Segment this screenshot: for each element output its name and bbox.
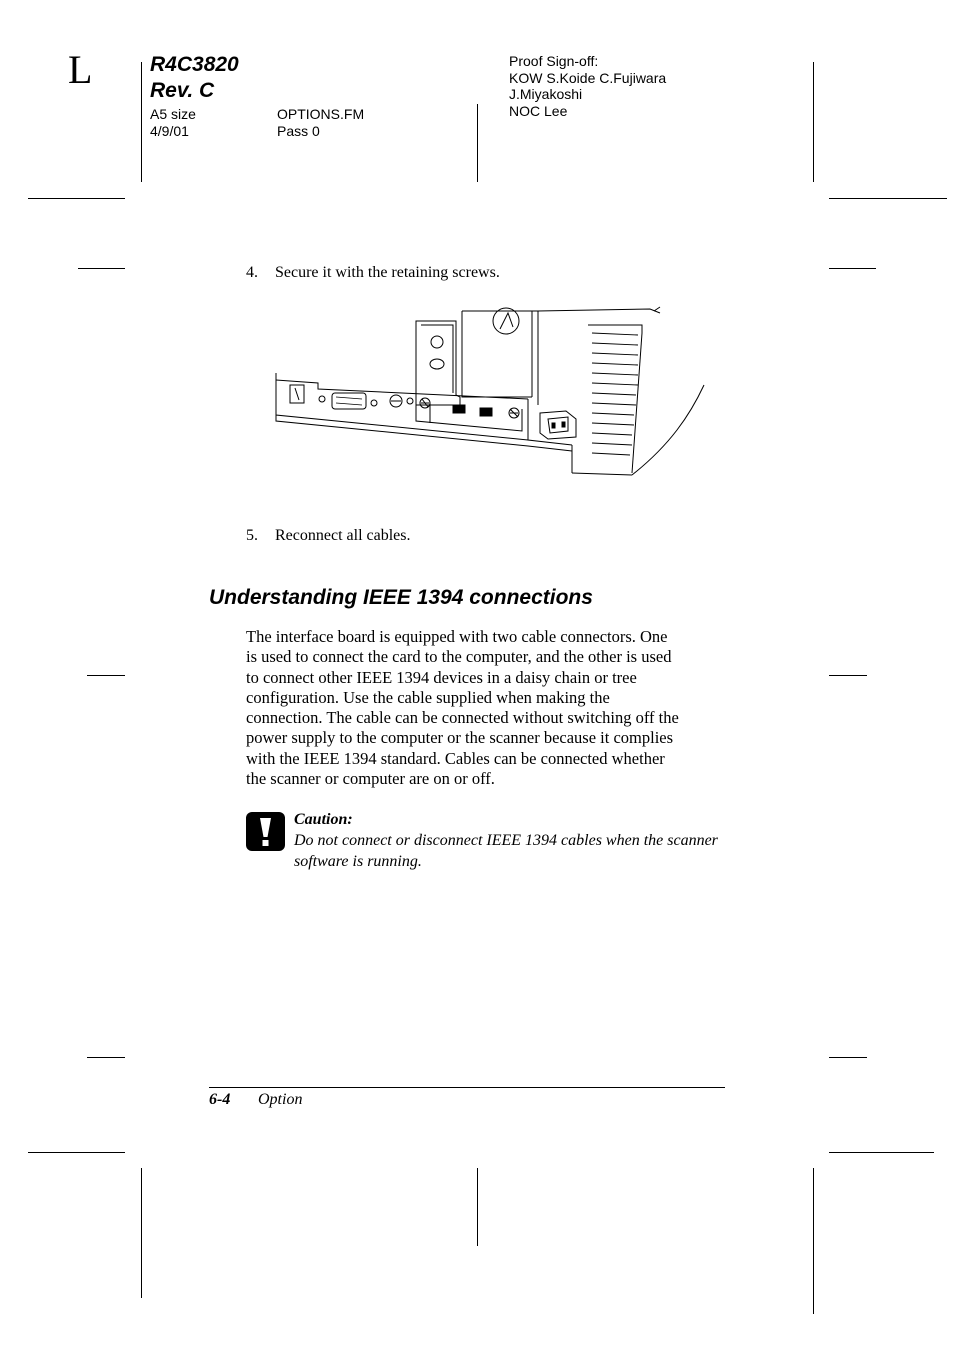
model-revision: Rev. C (150, 79, 215, 102)
proof-line: KOW S.Koide C.Fujiwara (509, 69, 667, 86)
step-text: Reconnect all cables. (275, 527, 411, 544)
crop-mark (78, 268, 125, 269)
paragraph-line: The interface board is equipped with two cable connectors. One (246, 627, 668, 646)
footer-rule (209, 1087, 725, 1088)
caution-title: Caution: (294, 811, 353, 828)
paragraph-line: the scanner or computer are on or off. (246, 769, 495, 789)
model-title (150, 52, 239, 104)
paper-size: A5 size (150, 106, 196, 122)
crop-mark (87, 675, 125, 676)
caution-text (294, 831, 718, 872)
paragraph-line: configuration. Use the cable supplied when making the (246, 687, 610, 707)
step-4 (246, 263, 500, 283)
paragraph-line: connection. The cable can be connected without switching off the (246, 708, 679, 728)
paragraph-line: with the IEEE 1394 standard. Cables can be connected whether (246, 748, 665, 768)
crop-mark (87, 1057, 125, 1058)
caution-line: software is running. (294, 852, 422, 870)
paragraph-line: is used to connect the card to the computer, and the other is used (246, 647, 672, 667)
corner-letter: L (68, 47, 93, 92)
caution-line: Do not connect or disconnect IEEE 1394 cables when the scanner (294, 832, 718, 849)
body-paragraph (246, 627, 726, 789)
model-line: R4C3820 (150, 53, 239, 76)
paragraph-line: to connect other IEEE 1394 devices in a daisy chain or tree (246, 667, 637, 687)
crop-mark (477, 1168, 478, 1246)
crop-mark (813, 62, 814, 182)
proof-signoff (509, 53, 666, 119)
crop-mark (477, 104, 478, 182)
crop-mark (813, 1168, 814, 1314)
step-text: Secure it with the retaining screws. (275, 264, 500, 281)
proof-line: Proof Sign-off: (509, 53, 599, 69)
proof-line: J.Miyakoshi (509, 86, 583, 103)
crop-mark (829, 268, 876, 269)
crop-mark (28, 1152, 125, 1153)
step-5 (246, 526, 411, 546)
crop-mark (829, 675, 867, 676)
scanner-rear-panel-illustration (270, 305, 710, 480)
exclamation-icon (246, 812, 285, 851)
proof-line: NOC Lee (509, 102, 568, 119)
crop-mark (141, 1168, 142, 1298)
pass-number: Pass 0 (277, 123, 320, 139)
page-number: 6-4 (209, 1091, 231, 1108)
header-date: 4/9/01 (150, 123, 189, 139)
file-name: OPTIONS.FM (277, 106, 365, 122)
step-number: 5. (246, 527, 258, 544)
crop-mark (28, 198, 125, 199)
crop-mark (829, 198, 947, 199)
section-heading: Understanding IEEE 1394 connections (209, 586, 593, 609)
crop-mark (141, 62, 142, 182)
crop-mark (829, 1057, 867, 1058)
step-number: 4. (246, 264, 258, 281)
paragraph-line: power supply to the computer or the scanner because it complies (246, 728, 674, 748)
footer-label: Option (258, 1091, 303, 1108)
crop-mark (829, 1152, 934, 1153)
